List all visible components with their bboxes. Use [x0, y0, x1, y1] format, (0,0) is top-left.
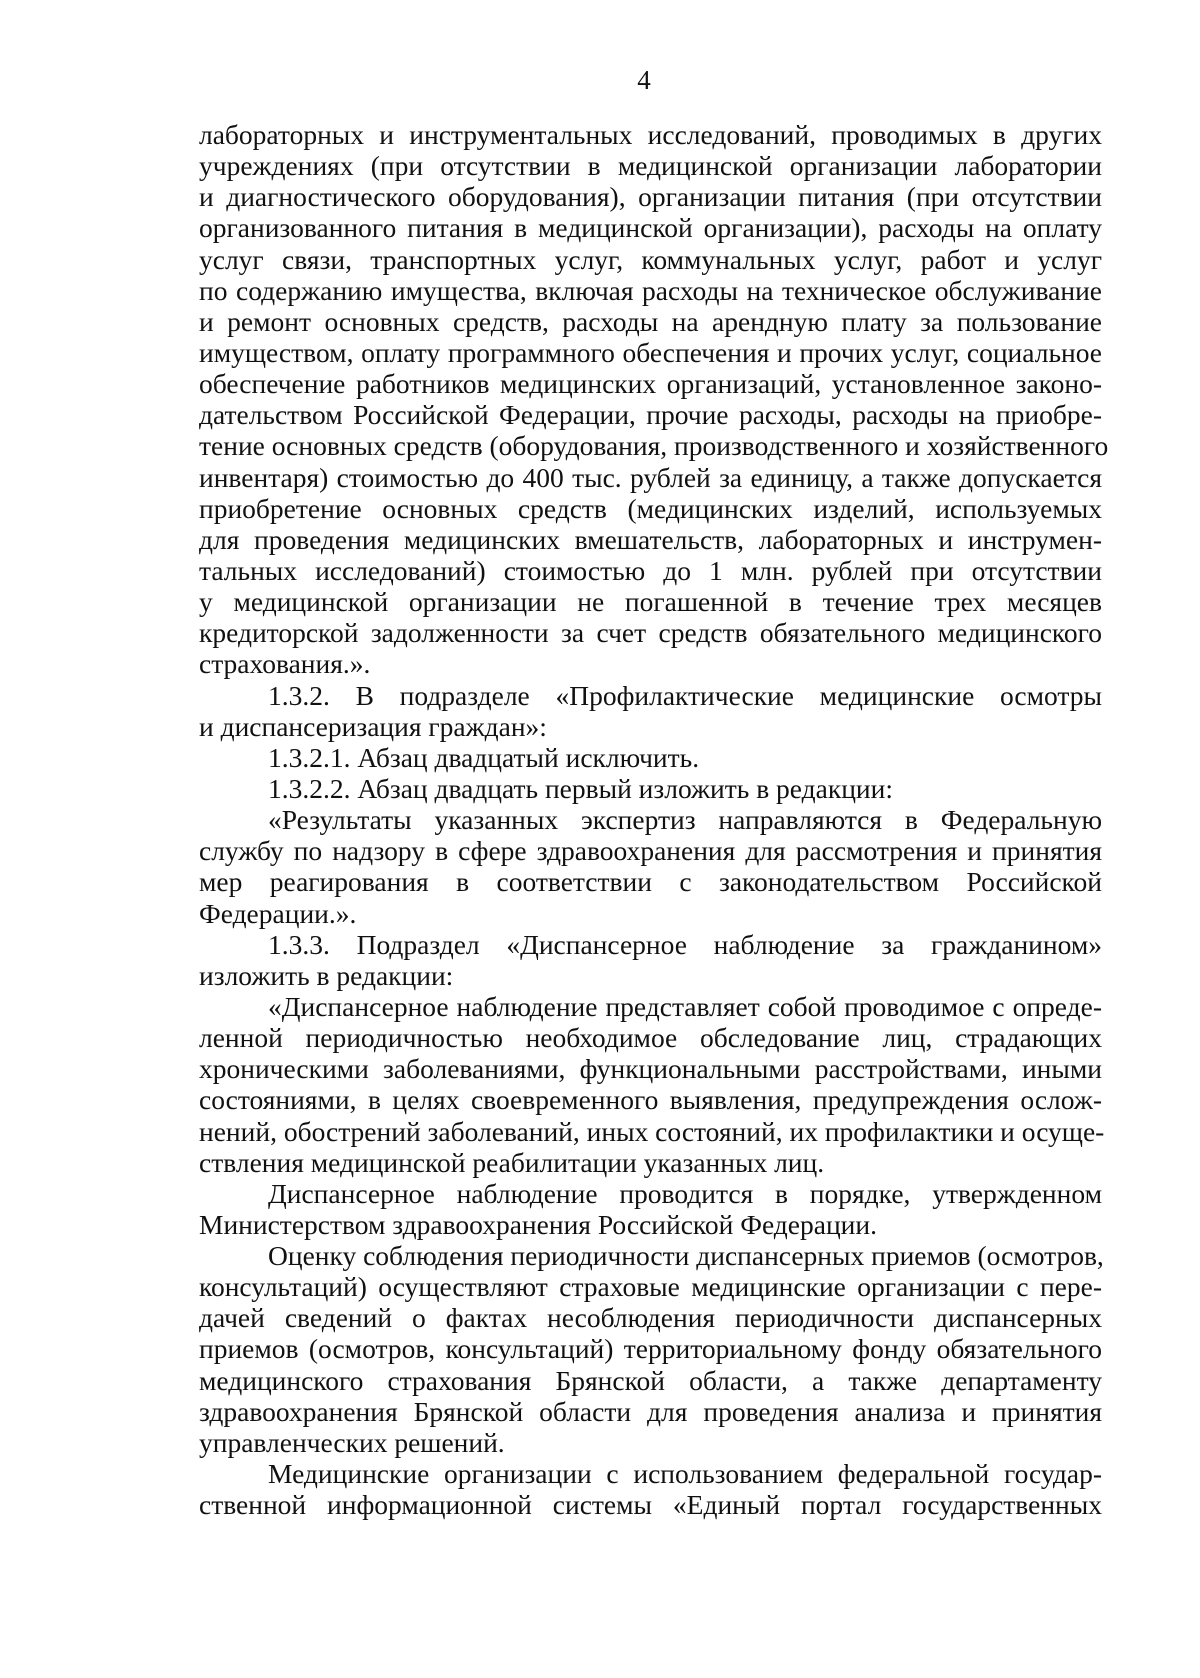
text-line: 1.3.2.1. Абзац двадцатый исключить.: [268, 741, 700, 773]
text-line: Медицинские организации с использованием федеральной государ-: [268, 1458, 1102, 1490]
text-line: дательством Российской Федерации, прочие расходы, расходы на приобре-: [199, 399, 1102, 431]
text-line: ленной периодичностью необходимое обследование лиц, страдающих: [199, 1022, 1102, 1054]
text-line: страхования.».: [199, 648, 371, 680]
text-line: кредиторской задолженности за счет средств обязательного медицинского: [199, 617, 1102, 649]
text-line: тение основных средств (оборудования, производственного и хозяйственного: [199, 430, 1109, 462]
text-line: 1.3.2.2. Абзац двадцать первый изложить в редакции:: [268, 772, 893, 804]
text-line: учреждениях (при отсутствии в медицинской организации лаборатории: [199, 150, 1102, 182]
text-line: приемов (осмотров, консультаций) территориальному фонду обязательного: [199, 1333, 1102, 1365]
text-line: здравоохранения Брянской области для проведения анализа и принятия: [199, 1395, 1102, 1427]
text-line: по содержанию имущества, включая расходы на техническое обслуживание: [199, 274, 1102, 306]
text-line: инвентаря) стоимостью до 400 тыс. рублей за единицу, а также допускается: [199, 461, 1102, 493]
page-number: 4: [637, 65, 651, 95]
text-line: и диагностического оборудования), организации питания (при отсутствии: [199, 181, 1102, 213]
text-line: услуг связи, транспортных услуг, коммунальных услуг, работ и услуг: [199, 243, 1102, 275]
text-line: 1.3.2. В подразделе «Профилактические медицинские осмотры: [268, 679, 1102, 711]
text-line: консультаций) осуществляют страховые медицинские организации с пере-: [199, 1271, 1102, 1303]
text-line: имуществом, оплату программного обеспечения и прочих услуг, социальное: [199, 336, 1102, 368]
document-body: [199, 119, 1109, 1521]
text-line: у медицинской организации не погашенной в течение трех месяцев: [199, 586, 1102, 618]
text-line: и ремонт основных средств, расходы на арендную плату за пользование: [199, 305, 1102, 337]
text-line: Диспансерное наблюдение проводится в порядке, утвержденном: [268, 1177, 1102, 1209]
text-line: хроническими заболеваниями, функциональными расстройствами, иными: [199, 1053, 1102, 1085]
text-line: лабораторных и инструментальных исследований, проводимых в других: [199, 119, 1102, 150]
text-line: «Результаты указанных экспертиз направляются в Федеральную: [268, 804, 1102, 836]
text-line: Федерации.».: [199, 897, 357, 929]
text-line: мер реагирования в соответствии с законодательством Российской: [199, 866, 1102, 898]
text-line: службу по надзору в сфере здравоохранения для рассмотрения и принятия: [199, 835, 1102, 867]
text-line: Оценку соблюдения периодичности диспансерных приемов (осмотров,: [268, 1240, 1104, 1272]
text-line: тальных исследований) стоимостью до 1 млн. рублей при отсутствии: [199, 554, 1102, 586]
text-line: ствления медицинской реабилитации указанных лиц.: [199, 1146, 825, 1178]
text-line: организованного питания в медицинской организации), расходы на оплату: [199, 212, 1102, 244]
text-line: ственной информационной системы «Единый портал государственных: [199, 1489, 1102, 1521]
text-line: дачей сведений о фактах несоблюдения периодичности диспансерных: [199, 1302, 1102, 1334]
text-line: нений, обострений заболеваний, иных состояний, их профилактики и осуще-: [199, 1115, 1105, 1147]
text-line: медицинского страхования Брянской области, а также департаменту: [199, 1364, 1102, 1396]
text-line: 1.3.3. Подраздел «Диспансерное наблюдение за гражданином»: [268, 928, 1102, 960]
text-line: управленческих решений.: [199, 1426, 505, 1458]
text-line: состояниями, в целях своевременного выявления, предупреждения ослож-: [199, 1084, 1102, 1116]
text-line: Министерством здравоохранения Российской Федерации.: [199, 1208, 877, 1240]
text-line: для проведения медицинских вмешательств, лабораторных и инструмен-: [199, 523, 1102, 555]
text-line: «Диспансерное наблюдение представляет собой проводимое с опреде-: [268, 990, 1102, 1022]
text-line: изложить в редакции:: [199, 959, 454, 991]
text-line: приобретение основных средств (медицинских изделий, используемых: [199, 492, 1102, 524]
text-line: и диспансеризация граждан»:: [199, 710, 547, 742]
text-line: обеспечение работников медицинских организаций, установленное законо-: [199, 368, 1102, 400]
